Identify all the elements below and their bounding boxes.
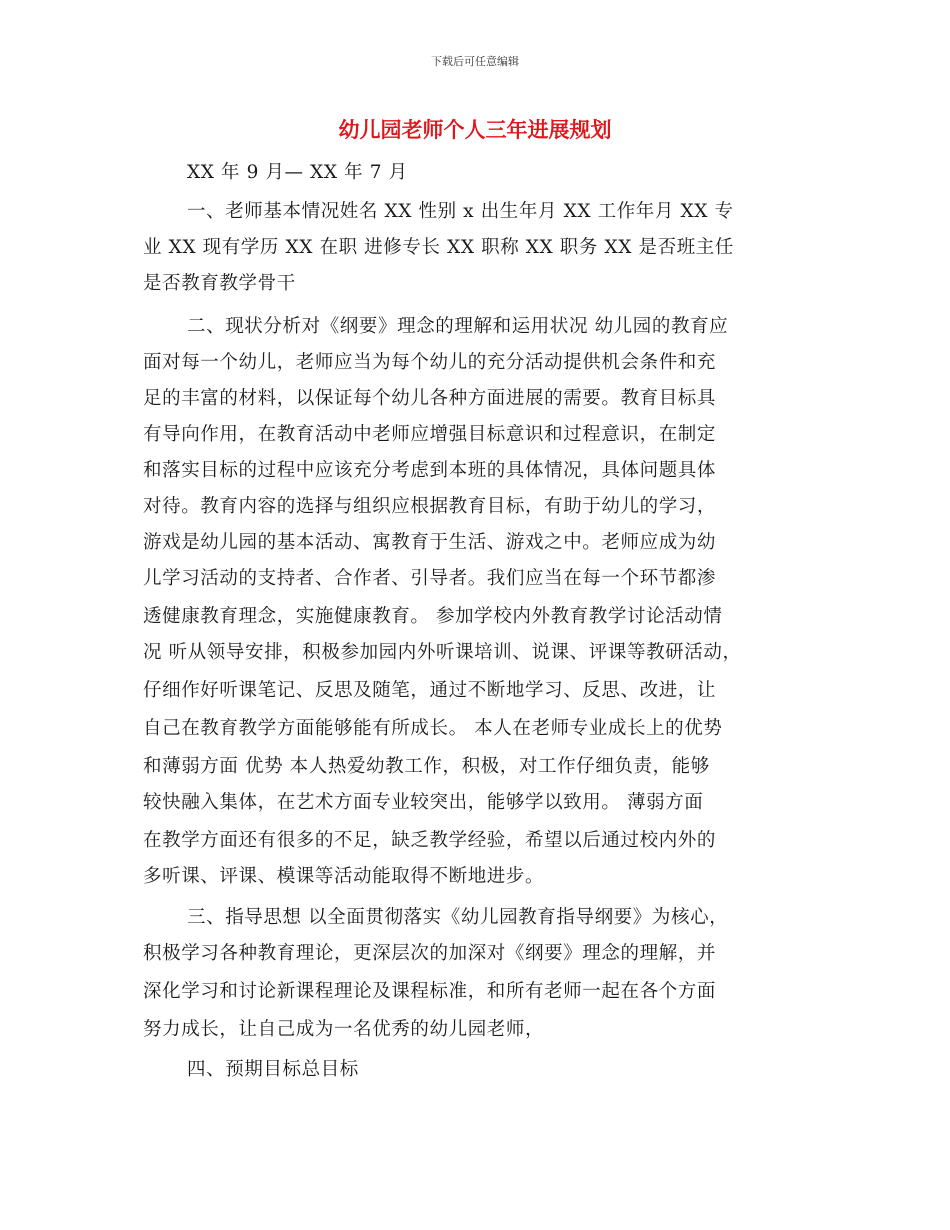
section-2-line: 自己在教育教学方面能够能有所成长。 本人在老师专业成长上的优势 <box>143 718 723 739</box>
section-2-line: 和落实目标的过程中应该充分考虑到本班的具体情况，具体问题具体 <box>143 460 717 481</box>
section-2-line: 对待。教育内容的选择与组织应根据教育目标，有助于幼儿的学习， <box>143 496 717 517</box>
section-2-line: 况 听从领导安排，积极参加园内外听课培训、说课、评课等教研活动， <box>143 642 742 663</box>
section-1-line: 一、老师基本情况姓名 XX 性别 x 出生年月 XX 工作年月 XX 专 <box>187 201 734 222</box>
section-3-line: 积极学习各种教育理论，更深层次的加深对《纲要》理念的理解，并 <box>143 943 717 964</box>
section-2-line: 和薄弱方面 优势 本人热爱幼教工作，积极，对工作仔细负责，能够 <box>143 756 710 777</box>
section-3-line: 努力成长，让自己成为一名优秀的幼儿园老师， <box>143 1019 545 1040</box>
page-header-note: 下载后可任意编辑 <box>431 55 519 68</box>
section-1-line: 是否教育教学骨干 <box>143 273 296 294</box>
section-2-line: 有导向作用，在教育活动中老师应增强目标意识和过程意识，在制定 <box>143 424 717 445</box>
section-2-line: 较快融入集体，在艺术方面专业较突出，能够学以致用。 薄弱方面 <box>143 792 704 813</box>
section-2-line: 多听课、评课、模课等活动能取得不断地进步。 <box>143 866 545 887</box>
section-2-line: 面对每一个幼儿，老师应当为每个幼儿的充分活动提供机会条件和充 <box>143 352 717 373</box>
section-4-heading: 四、预期目标总目标 <box>187 1059 359 1080</box>
section-2-line: 在教学方面还有很多的不足，缺乏教学经验，希望以后通过校内外的 <box>143 830 717 851</box>
section-2-line: 儿学习活动的支持者、合作者、引导者。我们应当在每一个环节都渗 <box>143 568 717 589</box>
section-2-line: 仔细作好听课笔记、反思及随笔，通过不断地学习、反思、改进，让 <box>143 680 717 701</box>
date-range-line: XX 年 9 月— XX 年 7 月 <box>187 162 408 183</box>
section-2-line: 透健康教育理念，实施健康教育。 参加学校内外教育教学讨论活动情 <box>143 606 723 627</box>
section-1-line: 业 XX 现有学历 XX 在职 进修专长 XX 职称 XX 职务 XX 是否班主任 <box>143 237 734 258</box>
section-2-line: 足的丰富的材料，以保证每个幼儿各种方面进展的需要。教育目标具 <box>143 388 717 409</box>
section-3-line: 三、指导思想 以全面贯彻落实《幼儿园教育指导纲要》为核心， <box>187 907 729 928</box>
section-3-line: 深化学习和讨论新课程理论及课程标准，和所有老师一起在各个方面 <box>143 981 717 1002</box>
section-2-line: 二、现状分析对《纲要》理念的理解和运用状况 幼儿园的教育应 <box>187 316 729 337</box>
section-2-line: 游戏是幼儿园的基本活动、寓教育于生活、游戏之中。老师应成为幼 <box>143 532 717 553</box>
document-title: 幼儿园老师个人三年进展规划 <box>338 118 612 142</box>
